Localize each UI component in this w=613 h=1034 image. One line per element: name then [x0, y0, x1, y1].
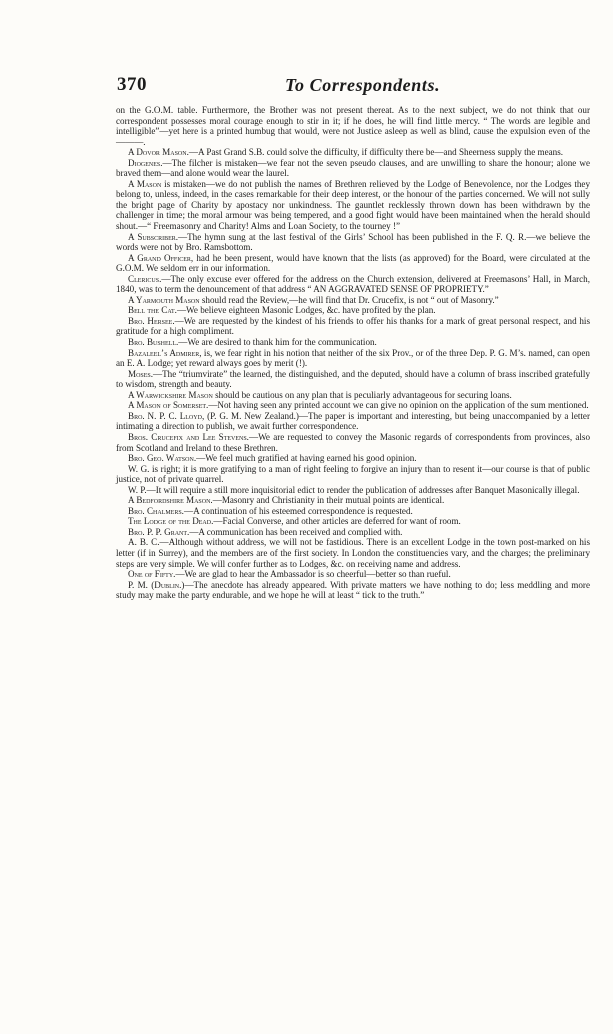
paragraph [116, 580, 590, 601]
paragraph-text: should read the Review,—he will find that Dr. Crucefix, is not “ out of Masonry.” [199, 294, 499, 305]
paragraph [116, 232, 590, 253]
paragraph-text: —We are requested by the kindest of his friends to offer his thanks for a mark of great personal respect, and his gratitude for a high compliment. [116, 315, 590, 337]
paragraph-text: , (P. G. M. New Zealand.)—The paper is important and interesting, but being unaccompanied by a letter intimating a direction to publish, we await further correspondence. [116, 410, 590, 432]
paragraph-lead: A Bedfordshire Mason. [128, 495, 213, 506]
paragraph-lead: P. M. (Dublin.) [128, 579, 185, 590]
paragraph-text: —Although without address, we will not be fastidious. There is an excellent Lodge in the town post-marked on his letter (if in Surrey), and the members are of the first society. In London the constituencies vary, and the charges; the preliminary steps are very simple. We will confer further as to Lodges, &c. on receiving name and address. [116, 537, 591, 569]
paragraph-lead: Bro. Chalmers. [128, 505, 184, 516]
paragraph-lead: Diogenes. [128, 157, 163, 168]
paragraph-text: —We are desired to thank him for the communication. [178, 337, 377, 348]
paragraph [116, 485, 590, 496]
running-title: To Correspondents. [285, 75, 441, 95]
paragraph [116, 411, 590, 432]
paragraph-lead: The Lodge of the Dead. [128, 516, 214, 527]
paragraph-text: , had he been present, would have known that the lists (as approved) for the Board, were circulated at the G.O.M. We seldom err in our information. [116, 252, 591, 274]
page-header [117, 74, 587, 100]
paragraph [116, 274, 590, 295]
paragraph [116, 158, 590, 179]
paragraph-lead: W. P. [128, 484, 147, 495]
correspondents-column [116, 105, 590, 601]
paragraph-lead: Bazaleel’s Admirer [128, 347, 200, 358]
paragraph-text: —Masonry and Christianity in their mutual points are identical. [212, 495, 445, 506]
paragraph-text: —The filcher is mistaken—we fear not the seven pseudo clauses, and are unwilling to share the honour; alone we braved them—and alone would wear the laurel. [116, 157, 590, 179]
paragraph-lead: Bro. Hersee. [128, 315, 175, 326]
paragraph-text: should be cautious on any plan that is peculiarly advantageous for securing loans. [212, 389, 512, 400]
paragraph-text: on the G.O.M. table. Furthermore, the Brother was not present thereat. As to the next subject, we do not think that our correspondent possesses moral courage enough to stir in it; if he does, he will find little mercy. “ The words are legible and intelligible”—yet here is a printed humbug that would, were not Justice asleep as well as blind, cause the expulsion even of the ———. [116, 105, 590, 147]
paragraph [116, 369, 590, 390]
paragraph [116, 527, 590, 538]
paragraph-lead: A Dovor Mason. [128, 147, 189, 158]
paragraph-lead: Clericus. [128, 273, 162, 284]
paragraph-lead: A Mason [128, 178, 162, 189]
paragraph [116, 432, 590, 453]
paragraph [116, 537, 590, 569]
paragraph-lead: Bro. N. P. C. Lloyd [128, 410, 202, 421]
paragraph-lead: A Yarmouth Mason [128, 294, 200, 305]
paragraph [116, 506, 590, 517]
paragraph-text: , is, we fear right in his notion that neither of the six Prov., or of the three Dep. P. G. M’s. named, can open an E. A. Lodge; yet reward always goes by merit (!). [116, 347, 590, 369]
page-number: 370 [117, 74, 147, 95]
paragraph [116, 569, 590, 580]
paragraph [116, 147, 590, 158]
paragraph-lead: A Mason of Somerset. [128, 400, 209, 411]
paragraph-text: is right; it is more gratifying to a man of right feeling to forgive an injury than to resent it—our course is that of public justice, not of private quarrel. [116, 463, 590, 485]
paragraph [116, 390, 590, 401]
paragraph-lead: W. G. [128, 463, 150, 474]
paragraph-text: —We believe eighteen Masonic Lodges, &c. have profited by the plan. [176, 305, 436, 316]
paragraph [116, 305, 590, 316]
paragraph-lead: A Warwickshire Mason [128, 389, 213, 400]
paragraph-lead: Bros. Crucefix and Lee Stevens. [128, 431, 249, 442]
paragraph-text: —A Past Grand S.B. could solve the difficulty, if difficulty there be—and Sheerness supply the means. [188, 147, 564, 158]
paragraph [116, 464, 590, 485]
paragraph [116, 453, 590, 464]
paragraph [116, 516, 590, 527]
paragraph [116, 337, 590, 348]
paragraph [116, 105, 590, 147]
paragraph-lead: Moses. [128, 368, 154, 379]
paragraph-lead: A Grand Officer [128, 252, 191, 263]
paragraph-text: .—We feel much gratified at having earned his good opinion. [193, 453, 417, 464]
paragraph-lead: Bell the Cat. [128, 305, 177, 316]
paragraph [116, 348, 590, 369]
paragraph-text: —A continuation of his esteemed correspondence is requested. [183, 505, 413, 516]
paragraph-text: .—The hymn sung at the last festival of the Girls’ School has been published in the F. Q. R.—we believe the words were not by Bro. Ramsbottom. [116, 231, 590, 253]
paragraph-text: —It will require a still more inquisitorial edict to render the publication of addresses after Banquet Masonically illegal. [146, 484, 580, 495]
paragraph-lead: A. B. C. [128, 537, 160, 548]
paragraph-text: —The only excuse ever offered for the address on the Church extension, delivered at Freemasons’ Hall, in March, 1840, was to term the denouncement of that address “ AN AGGRAVATED SENSE OF PROPRIETY.” [116, 273, 590, 295]
paragraph-lead: Bro. P. P. Grant. [128, 526, 190, 537]
paragraph-text: —Facial Converse, and other articles are deferred for want of room. [213, 516, 461, 527]
paragraph [116, 495, 590, 506]
paragraph-text: is mistaken—we do not publish the names of Brethren relieved by the Lodge of Benevolence, nor the Lodges they belong to, unless, indeed, in the cases remarkable for their deep interest, or the honour of the parties concerned. We will not sully the bright page of Charity by apostacy nor unkindness. The gauntlet recklessly thrown down has been withdrawn by the challenger in time; the moral armour was being tempered, and a good fight would have been maintained when the herald should shout.—“ Freemasonry and Charity! Alms and Loan Society, to the tourney !” [116, 178, 590, 232]
paragraph [116, 400, 590, 411]
paragraph-text: —The anecdote has already appeared. With private matters we have nothing to do; less meddling and more study may make the party endurable, and we hope he will at least “ tick to the truth.” [116, 579, 590, 601]
paragraph-text: —The “triumvirate” the learned, the distinguished, and the deputed, should have a column of brass inscribed gratefully to wisdom, strength and beauty. [116, 368, 590, 390]
paragraph [116, 179, 590, 232]
paragraph-lead: Bro. Geo. Watson [128, 453, 194, 464]
paragraph-text: —We are requested to convey the Masonic regards of correspondents from provinces, also from Scotland and Ireland to these Brethren. [116, 431, 590, 453]
paragraph-lead: One of Fifty. [128, 569, 176, 580]
paragraph-text: —A communication has been received and complied with. [189, 526, 403, 537]
paragraph-lead: Bro. Bushell. [128, 337, 179, 348]
paragraph [116, 316, 590, 337]
paragraph-text: —Not having seen any printed account we can give no opinion on the application of the sum mentioned. [208, 400, 589, 411]
paragraph [116, 295, 590, 306]
paragraph-text: —We are glad to hear the Ambassador is so cheerful—better so than rueful. [175, 569, 451, 580]
paragraph [116, 253, 590, 274]
paragraph-lead: A Subscriber [128, 231, 176, 242]
